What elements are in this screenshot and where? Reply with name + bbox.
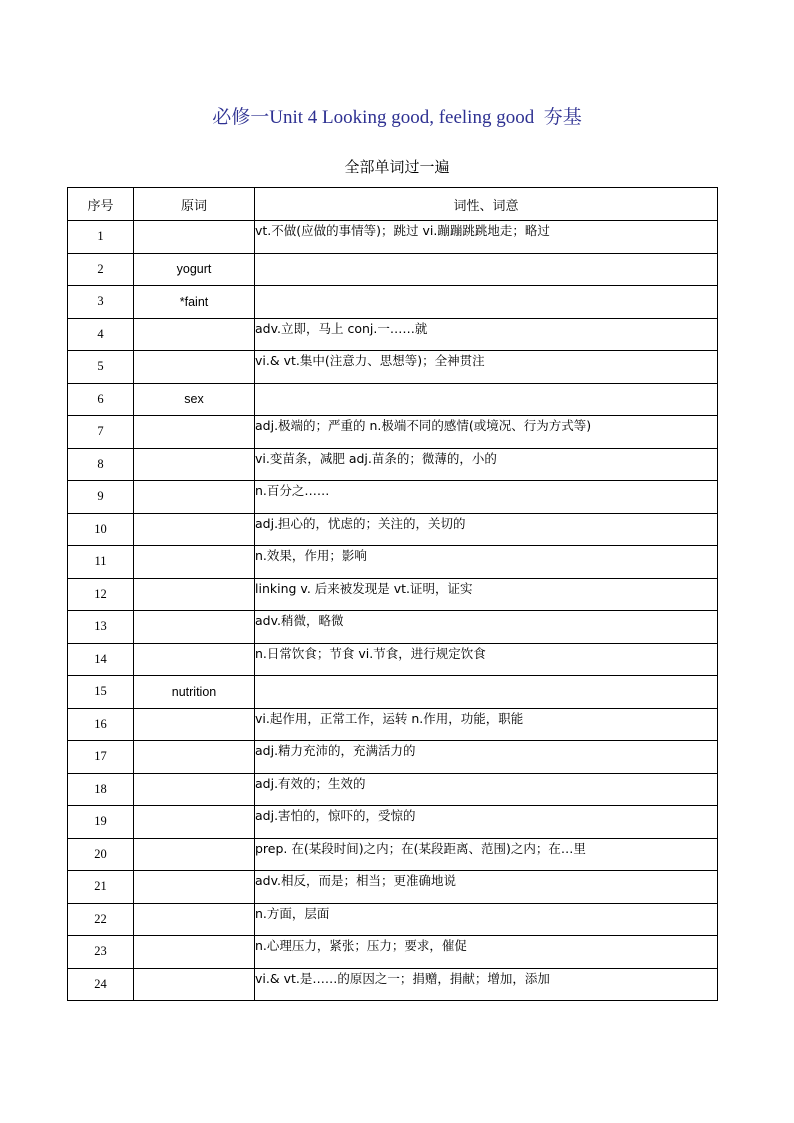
row-index-cell: 2 bbox=[68, 253, 134, 286]
row-meaning-cell: prep. 在(某段时间)之内；在(某段距离、范围)之内；在…里 bbox=[255, 838, 718, 871]
row-word-cell bbox=[134, 546, 255, 579]
row-word-cell bbox=[134, 936, 255, 969]
table-row bbox=[68, 643, 718, 676]
row-index-cell: 22 bbox=[68, 903, 134, 936]
row-index-cell: 9 bbox=[68, 481, 134, 514]
row-index-cell: 19 bbox=[68, 806, 134, 839]
row-word-cell bbox=[134, 968, 255, 1001]
row-index-cell: 6 bbox=[68, 383, 134, 416]
table-row bbox=[68, 806, 718, 839]
row-meaning-cell: adv.相反，而是；相当；更准确地说 bbox=[255, 871, 718, 904]
row-meaning-cell: vi.& vt.是……的原因之一；捐赠，捐献；增加，添加 bbox=[255, 968, 718, 1001]
row-index-cell: 11 bbox=[68, 546, 134, 579]
table-row bbox=[68, 448, 718, 481]
row-index-cell: 1 bbox=[68, 221, 134, 254]
document-subtitle: 全部单词过一遍 bbox=[344, 158, 450, 176]
row-meaning-cell: vt.不做(应做的事情等)；跳过 vi.蹦蹦跳跳地走；略过 bbox=[255, 221, 718, 254]
row-meaning-cell: adj.极端的；严重的 n.极端不同的感情(或境况、行为方式等) bbox=[255, 416, 718, 449]
row-meaning-cell bbox=[255, 253, 718, 286]
row-index-cell: 23 bbox=[68, 936, 134, 969]
row-index-cell: 14 bbox=[68, 643, 134, 676]
row-index-cell: 18 bbox=[68, 773, 134, 806]
row-index-cell: 3 bbox=[68, 286, 134, 319]
table-row bbox=[68, 903, 718, 936]
row-word-cell bbox=[134, 611, 255, 644]
row-meaning-cell: n.心理压力，紧张；压力；要求，催促 bbox=[255, 936, 718, 969]
row-word-cell bbox=[134, 578, 255, 611]
document-title: 必修一Unit 4 Looking good, feeling good 夯基 bbox=[212, 107, 582, 128]
header-word: 原词 bbox=[134, 188, 255, 221]
table-row bbox=[68, 676, 718, 709]
row-index-cell: 21 bbox=[68, 871, 134, 904]
table-row bbox=[68, 513, 718, 546]
row-word-cell bbox=[134, 903, 255, 936]
row-word-cell bbox=[134, 351, 255, 384]
table-row bbox=[68, 773, 718, 806]
row-meaning-cell bbox=[255, 383, 718, 416]
row-meaning-cell bbox=[255, 676, 718, 709]
header-meaning: 词性、词意 bbox=[255, 188, 718, 221]
row-index-cell: 4 bbox=[68, 318, 134, 351]
row-index-cell: 13 bbox=[68, 611, 134, 644]
row-word-cell bbox=[134, 708, 255, 741]
row-word-cell bbox=[134, 773, 255, 806]
row-word-cell bbox=[134, 741, 255, 774]
row-meaning-cell: n.效果，作用；影响 bbox=[255, 546, 718, 579]
row-word-cell: nutrition bbox=[134, 676, 255, 709]
row-word-cell bbox=[134, 838, 255, 871]
table-row bbox=[68, 481, 718, 514]
row-word-cell: yogurt bbox=[134, 253, 255, 286]
table-row bbox=[68, 546, 718, 579]
row-word-cell: *faint bbox=[134, 286, 255, 319]
row-meaning-cell: n.百分之…… bbox=[255, 481, 718, 514]
row-index-cell: 10 bbox=[68, 513, 134, 546]
table-row bbox=[68, 936, 718, 969]
row-meaning-cell: adj.有效的；生效的 bbox=[255, 773, 718, 806]
row-word-cell bbox=[134, 416, 255, 449]
row-meaning-cell: linking v. 后来被发现是 vt.证明，证实 bbox=[255, 578, 718, 611]
table-row bbox=[68, 416, 718, 449]
row-meaning-cell: vi.& vt.集中(注意力、思想等)；全神贯注 bbox=[255, 351, 718, 384]
row-meaning-cell: adj.害怕的，惊吓的，受惊的 bbox=[255, 806, 718, 839]
row-meaning-cell bbox=[255, 286, 718, 319]
table-row bbox=[68, 611, 718, 644]
row-index-cell: 5 bbox=[68, 351, 134, 384]
row-word-cell bbox=[134, 221, 255, 254]
table-row bbox=[68, 578, 718, 611]
row-word-cell bbox=[134, 448, 255, 481]
table-row bbox=[68, 968, 718, 1001]
row-index-cell: 8 bbox=[68, 448, 134, 481]
vocabulary-table bbox=[67, 187, 718, 1001]
row-word-cell bbox=[134, 481, 255, 514]
table-row bbox=[68, 351, 718, 384]
row-word-cell bbox=[134, 513, 255, 546]
table-row bbox=[68, 383, 718, 416]
table-row bbox=[68, 871, 718, 904]
row-index-cell: 24 bbox=[68, 968, 134, 1001]
row-index-cell: 15 bbox=[68, 676, 134, 709]
table-row bbox=[68, 286, 718, 319]
row-index-cell: 16 bbox=[68, 708, 134, 741]
vocabulary-table-body bbox=[68, 221, 718, 1001]
table-row bbox=[68, 221, 718, 254]
row-meaning-cell: adv.稍微，略微 bbox=[255, 611, 718, 644]
row-word-cell bbox=[134, 806, 255, 839]
row-index-cell: 20 bbox=[68, 838, 134, 871]
header-index: 序号 bbox=[68, 188, 134, 221]
row-index-cell: 17 bbox=[68, 741, 134, 774]
table-header-row bbox=[68, 188, 718, 221]
row-index-cell: 7 bbox=[68, 416, 134, 449]
row-index-cell: 12 bbox=[68, 578, 134, 611]
row-meaning-cell: adv.立即，马上 conj.一……就 bbox=[255, 318, 718, 351]
table-row bbox=[68, 253, 718, 286]
row-meaning-cell: vi.变苗条，减肥 adj.苗条的；微薄的，小的 bbox=[255, 448, 718, 481]
row-word-cell bbox=[134, 871, 255, 904]
table-row bbox=[68, 741, 718, 774]
row-meaning-cell: adj.担心的，忧虑的；关注的，关切的 bbox=[255, 513, 718, 546]
row-word-cell: sex bbox=[134, 383, 255, 416]
row-meaning-cell: n.日常饮食；节食 vi.节食，进行规定饮食 bbox=[255, 643, 718, 676]
row-meaning-cell: vi.起作用，正常工作，运转 n.作用，功能，职能 bbox=[255, 708, 718, 741]
table-row bbox=[68, 708, 718, 741]
row-word-cell bbox=[134, 643, 255, 676]
row-meaning-cell: n.方面，层面 bbox=[255, 903, 718, 936]
table-row bbox=[68, 838, 718, 871]
row-word-cell bbox=[134, 318, 255, 351]
row-meaning-cell: adj.精力充沛的，充满活力的 bbox=[255, 741, 718, 774]
table-row bbox=[68, 318, 718, 351]
